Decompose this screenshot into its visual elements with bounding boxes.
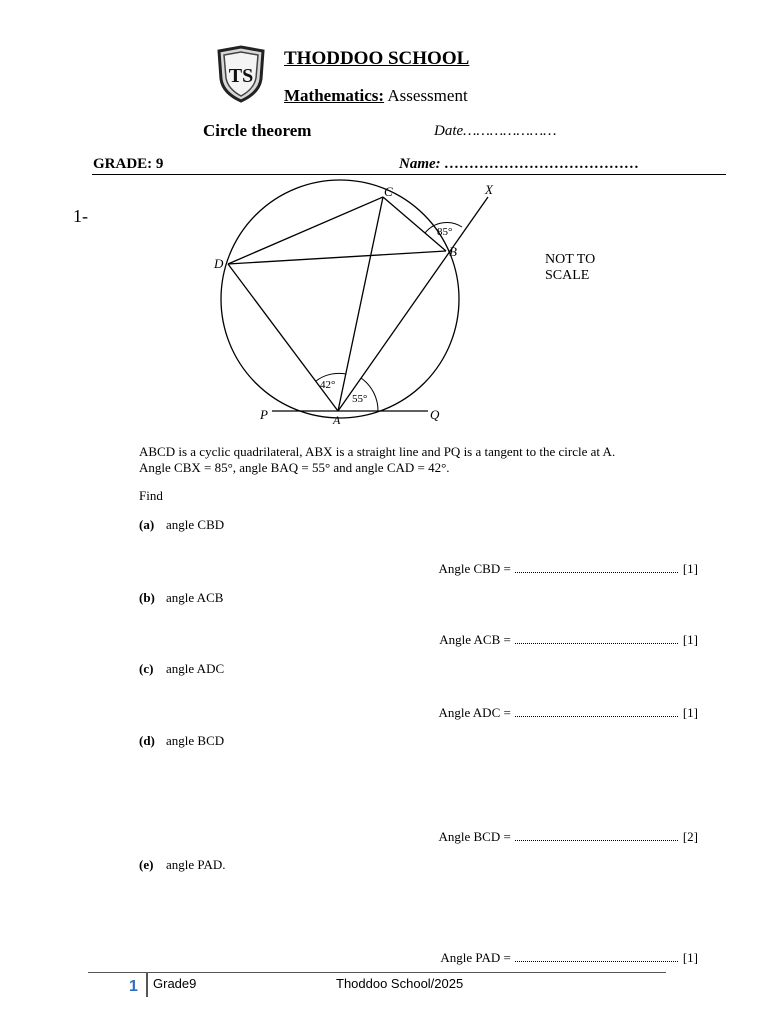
part-b-label: (b) <box>139 590 155 605</box>
logo-letters: TS <box>228 65 254 87</box>
answer-c-line <box>438 705 698 721</box>
angle-label-cbx: 85° <box>437 226 453 238</box>
answer-d-field[interactable] <box>515 830 678 841</box>
grade-label: GRADE: 9 <box>93 156 164 172</box>
answer-c-label: Angle ADC = <box>438 705 511 720</box>
date-field: Date………………… <box>434 123 557 139</box>
point-d: D <box>214 256 224 271</box>
intro-line-2: Angle CBX = 85°, angle BAQ = 55° and angle CAD = 42°. <box>139 460 450 475</box>
point-c: C <box>384 184 393 199</box>
part-d-label: (d) <box>139 733 155 748</box>
circle-diagram <box>205 178 515 428</box>
footer-divider <box>88 972 666 973</box>
point-x: X <box>485 182 493 197</box>
page-number: 1 <box>129 978 138 995</box>
part-b <box>139 590 223 606</box>
answer-e-line <box>440 950 698 966</box>
part-c-label: (c) <box>139 661 154 676</box>
part-a-text: angle CBD <box>166 517 225 532</box>
part-c-text: angle ADC <box>166 661 225 676</box>
answer-e-label: Angle PAD = <box>440 950 511 965</box>
school-name: THODDOO SCHOOL <box>284 48 470 69</box>
answer-a-field[interactable] <box>515 562 678 573</box>
header-divider <box>92 174 726 175</box>
answer-e-field[interactable] <box>515 951 678 962</box>
answer-c-marks: [1] <box>682 705 698 720</box>
answer-b-label: Angle ACB = <box>439 632 511 647</box>
part-e-text: angle PAD. <box>166 857 226 872</box>
answer-b-field[interactable] <box>515 633 678 644</box>
answer-e-marks: [1] <box>682 950 698 965</box>
name-field: Name: ………………………………… <box>399 156 640 172</box>
not-to-scale-note: NOT TO SCALE <box>545 252 596 283</box>
subject-value: Assessment <box>387 86 468 105</box>
point-p: P <box>260 407 268 422</box>
footer-separator <box>146 972 148 997</box>
part-d <box>139 733 224 749</box>
subject-line <box>284 86 468 106</box>
answer-b-line <box>439 632 698 648</box>
footer-grade: Grade9 <box>153 976 197 991</box>
answer-b-marks: [1] <box>682 632 698 647</box>
part-d-text: angle BCD <box>166 733 225 748</box>
part-b-text: angle ACB <box>166 590 224 605</box>
chord-dc <box>228 197 383 264</box>
part-e <box>139 857 225 873</box>
question-intro <box>139 444 699 476</box>
part-a <box>139 517 224 533</box>
answer-d-line <box>438 829 698 845</box>
school-logo <box>215 45 267 103</box>
point-q: Q <box>430 407 440 422</box>
part-a-label: (a) <box>139 517 155 532</box>
answer-c-field[interactable] <box>515 706 678 717</box>
answer-d-marks: [2] <box>682 829 698 844</box>
topic-title: Circle theorem <box>203 121 312 140</box>
point-a: A <box>333 413 341 427</box>
subject-label: Mathematics: <box>284 86 385 105</box>
answer-a-marks: [1] <box>682 561 698 576</box>
chord-db <box>228 251 446 264</box>
angle-label-baq: 55° <box>352 393 368 405</box>
question-number: 1- <box>73 206 88 226</box>
angle-label-cad: 42° <box>320 379 336 391</box>
point-b: B <box>449 244 457 259</box>
answer-d-label: Angle BCD = <box>438 829 511 844</box>
answer-a-label: Angle CBD = <box>438 561 511 576</box>
part-c <box>139 661 224 677</box>
answer-a-line <box>438 561 698 577</box>
footer-school: Thoddoo School/2025 <box>336 976 464 991</box>
part-e-label: (e) <box>139 857 154 872</box>
intro-line-1: ABCD is a cyclic quadrilateral, ABX is a straight line and PQ is a tangent to the circle at A. <box>139 444 616 459</box>
find-label: Find <box>139 488 163 503</box>
